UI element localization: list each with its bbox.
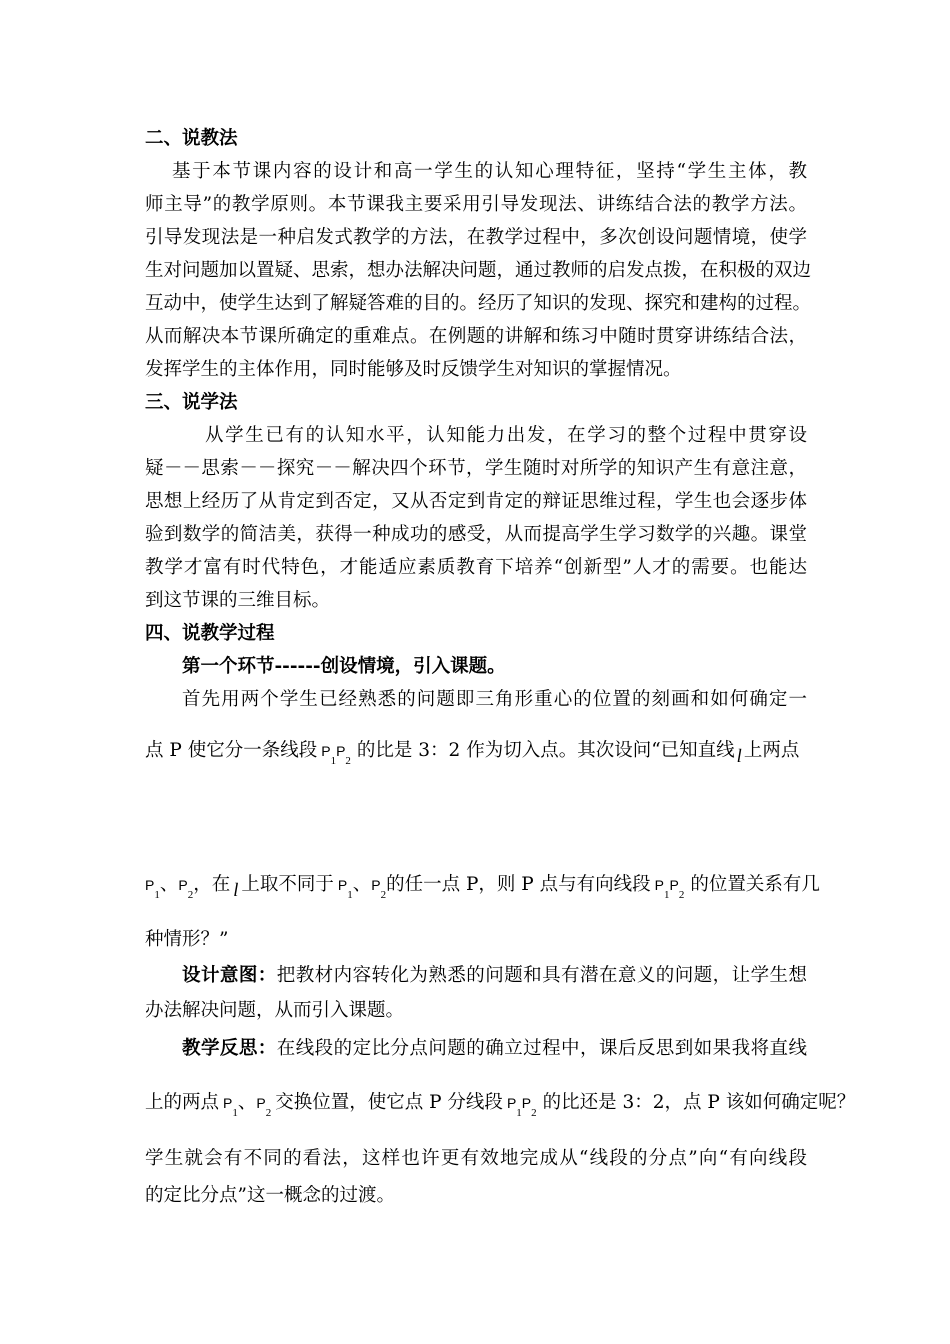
paragraph-line: 从学生已有的认知水平，认知能力出发，在学习的整个过程中贯穿设 bbox=[205, 425, 807, 446]
paragraph-line-points: $P_1$、$P_2$，在 l 上取不同于 $P_1$、$P_2$的任一点 P，则 P 点与有向线段 $P_1P_2$ 的位置关系有几 bbox=[145, 874, 820, 901]
paragraph-line: 发挥学生的主体作用，同时能够及时反馈学生对知识的掌握情况。 bbox=[145, 359, 682, 380]
paragraph-line: 疑－－思索－－探究－－解决四个环节，学生随时对所学的知识产生有意注意， bbox=[145, 458, 807, 479]
line-variable-l: l bbox=[736, 747, 742, 767]
line-variable-l: l bbox=[233, 881, 239, 901]
paragraph-line: 首先用两个学生已经熟悉的问题即三角形重心的位置的刻画和如何确定一 bbox=[182, 689, 807, 710]
section-heading-teaching-process: 四、说教学过程 bbox=[145, 623, 275, 644]
paragraph-line: 师主导”的教学原则。本节课我主要采用引导发现法、讲练结合法的教学方法。 bbox=[145, 194, 807, 215]
paragraph-line: 思想上经历了从肯定到否定，又从否定到肯定的辩证思维过程，学生也会逐步体 bbox=[145, 491, 807, 512]
paragraph-line: 引导发现法是一种启发式教学的方法，在教学过程中，多次创设问题情境，使学 bbox=[145, 227, 807, 248]
paragraph-line: 从而解决本节课所确定的重难点。在例题的讲解和练习中随时贯穿讲练结合法， bbox=[145, 326, 807, 347]
paragraph-line: 办法解决问题，从而引入课题。 bbox=[145, 1000, 405, 1021]
paragraph-line: 的定比分点”这一概念的过渡。 bbox=[145, 1185, 395, 1206]
paragraph-line: 验到数学的简洁美，获得一种成功的感受，从而提高学生学习数学的兴趣。课堂 bbox=[145, 524, 807, 545]
paragraph-line: 基于本节课内容的设计和高一学生的认知心理特征，坚持“学生主体，教 bbox=[172, 161, 807, 182]
paragraph-line: 生对问题加以置疑、思索，想办法解决问题，通过教师的启发点拨，在积极的双边 bbox=[145, 260, 812, 281]
point-p1: $P_1$ bbox=[223, 1095, 238, 1119]
section-heading-teaching-method: 二、说教法 bbox=[145, 128, 238, 149]
paragraph-line: 学生就会有不同的看法，这样也许更有效地完成从“线段的分点”向“有向线段 bbox=[145, 1148, 807, 1169]
paragraph-line: 种情形？” bbox=[145, 929, 229, 950]
paragraph-line: 互动中，使学生达到了解疑答难的目的。经历了知识的发现、探究和建构的过程。 bbox=[145, 293, 812, 314]
segment-p1p2: $P_1P_2$ bbox=[654, 877, 685, 901]
point-p1: $P_1$ bbox=[337, 877, 353, 901]
reflection-label: 教学反思： bbox=[182, 1038, 277, 1059]
paragraph-line-reflection-points: 上的两点 $P_1$、$P_2$ 交换位置，使它点 P 分线段 $P_1P_2$ 的比还是 3：2，点 P 该如何确定呢？ bbox=[145, 1092, 856, 1119]
paragraph-line-segment: 点 P 使它分一条线段 $P_1P_2$ 的比是 3：2 作为切入点。其次设问“已知直线 l 上两点 bbox=[145, 740, 800, 767]
design-intent-line: 设计意图：把教材内容转化为熟悉的问题和具有潜在意义的问题，让学生想 bbox=[182, 965, 807, 986]
section-heading-learning-method: 三、说学法 bbox=[145, 392, 238, 413]
design-intent-label: 设计意图： bbox=[182, 965, 277, 986]
point-p2: $P_2$ bbox=[178, 877, 194, 901]
point-p1: $P_1$ bbox=[145, 877, 160, 901]
paragraph-line: 到这节课的三维目标。 bbox=[145, 590, 331, 611]
paragraph-line: 教学才富有时代特色，才能适应素质教育下培养“创新型”人才的需要。也能达 bbox=[145, 557, 807, 578]
point-p2: $P_2$ bbox=[256, 1095, 272, 1119]
segment-p1p2: $P_1P_2$ bbox=[321, 743, 351, 767]
segment-p1p2: $P_1P_2$ bbox=[506, 1095, 537, 1119]
step-title: 第一个环节------创设情境，引入课题。 bbox=[182, 656, 506, 677]
point-p2: $P_2$ bbox=[371, 877, 387, 901]
reflection-line: 教学反思：在线段的定比分点问题的确立过程中，课后反思到如果我将直线 bbox=[182, 1038, 807, 1059]
